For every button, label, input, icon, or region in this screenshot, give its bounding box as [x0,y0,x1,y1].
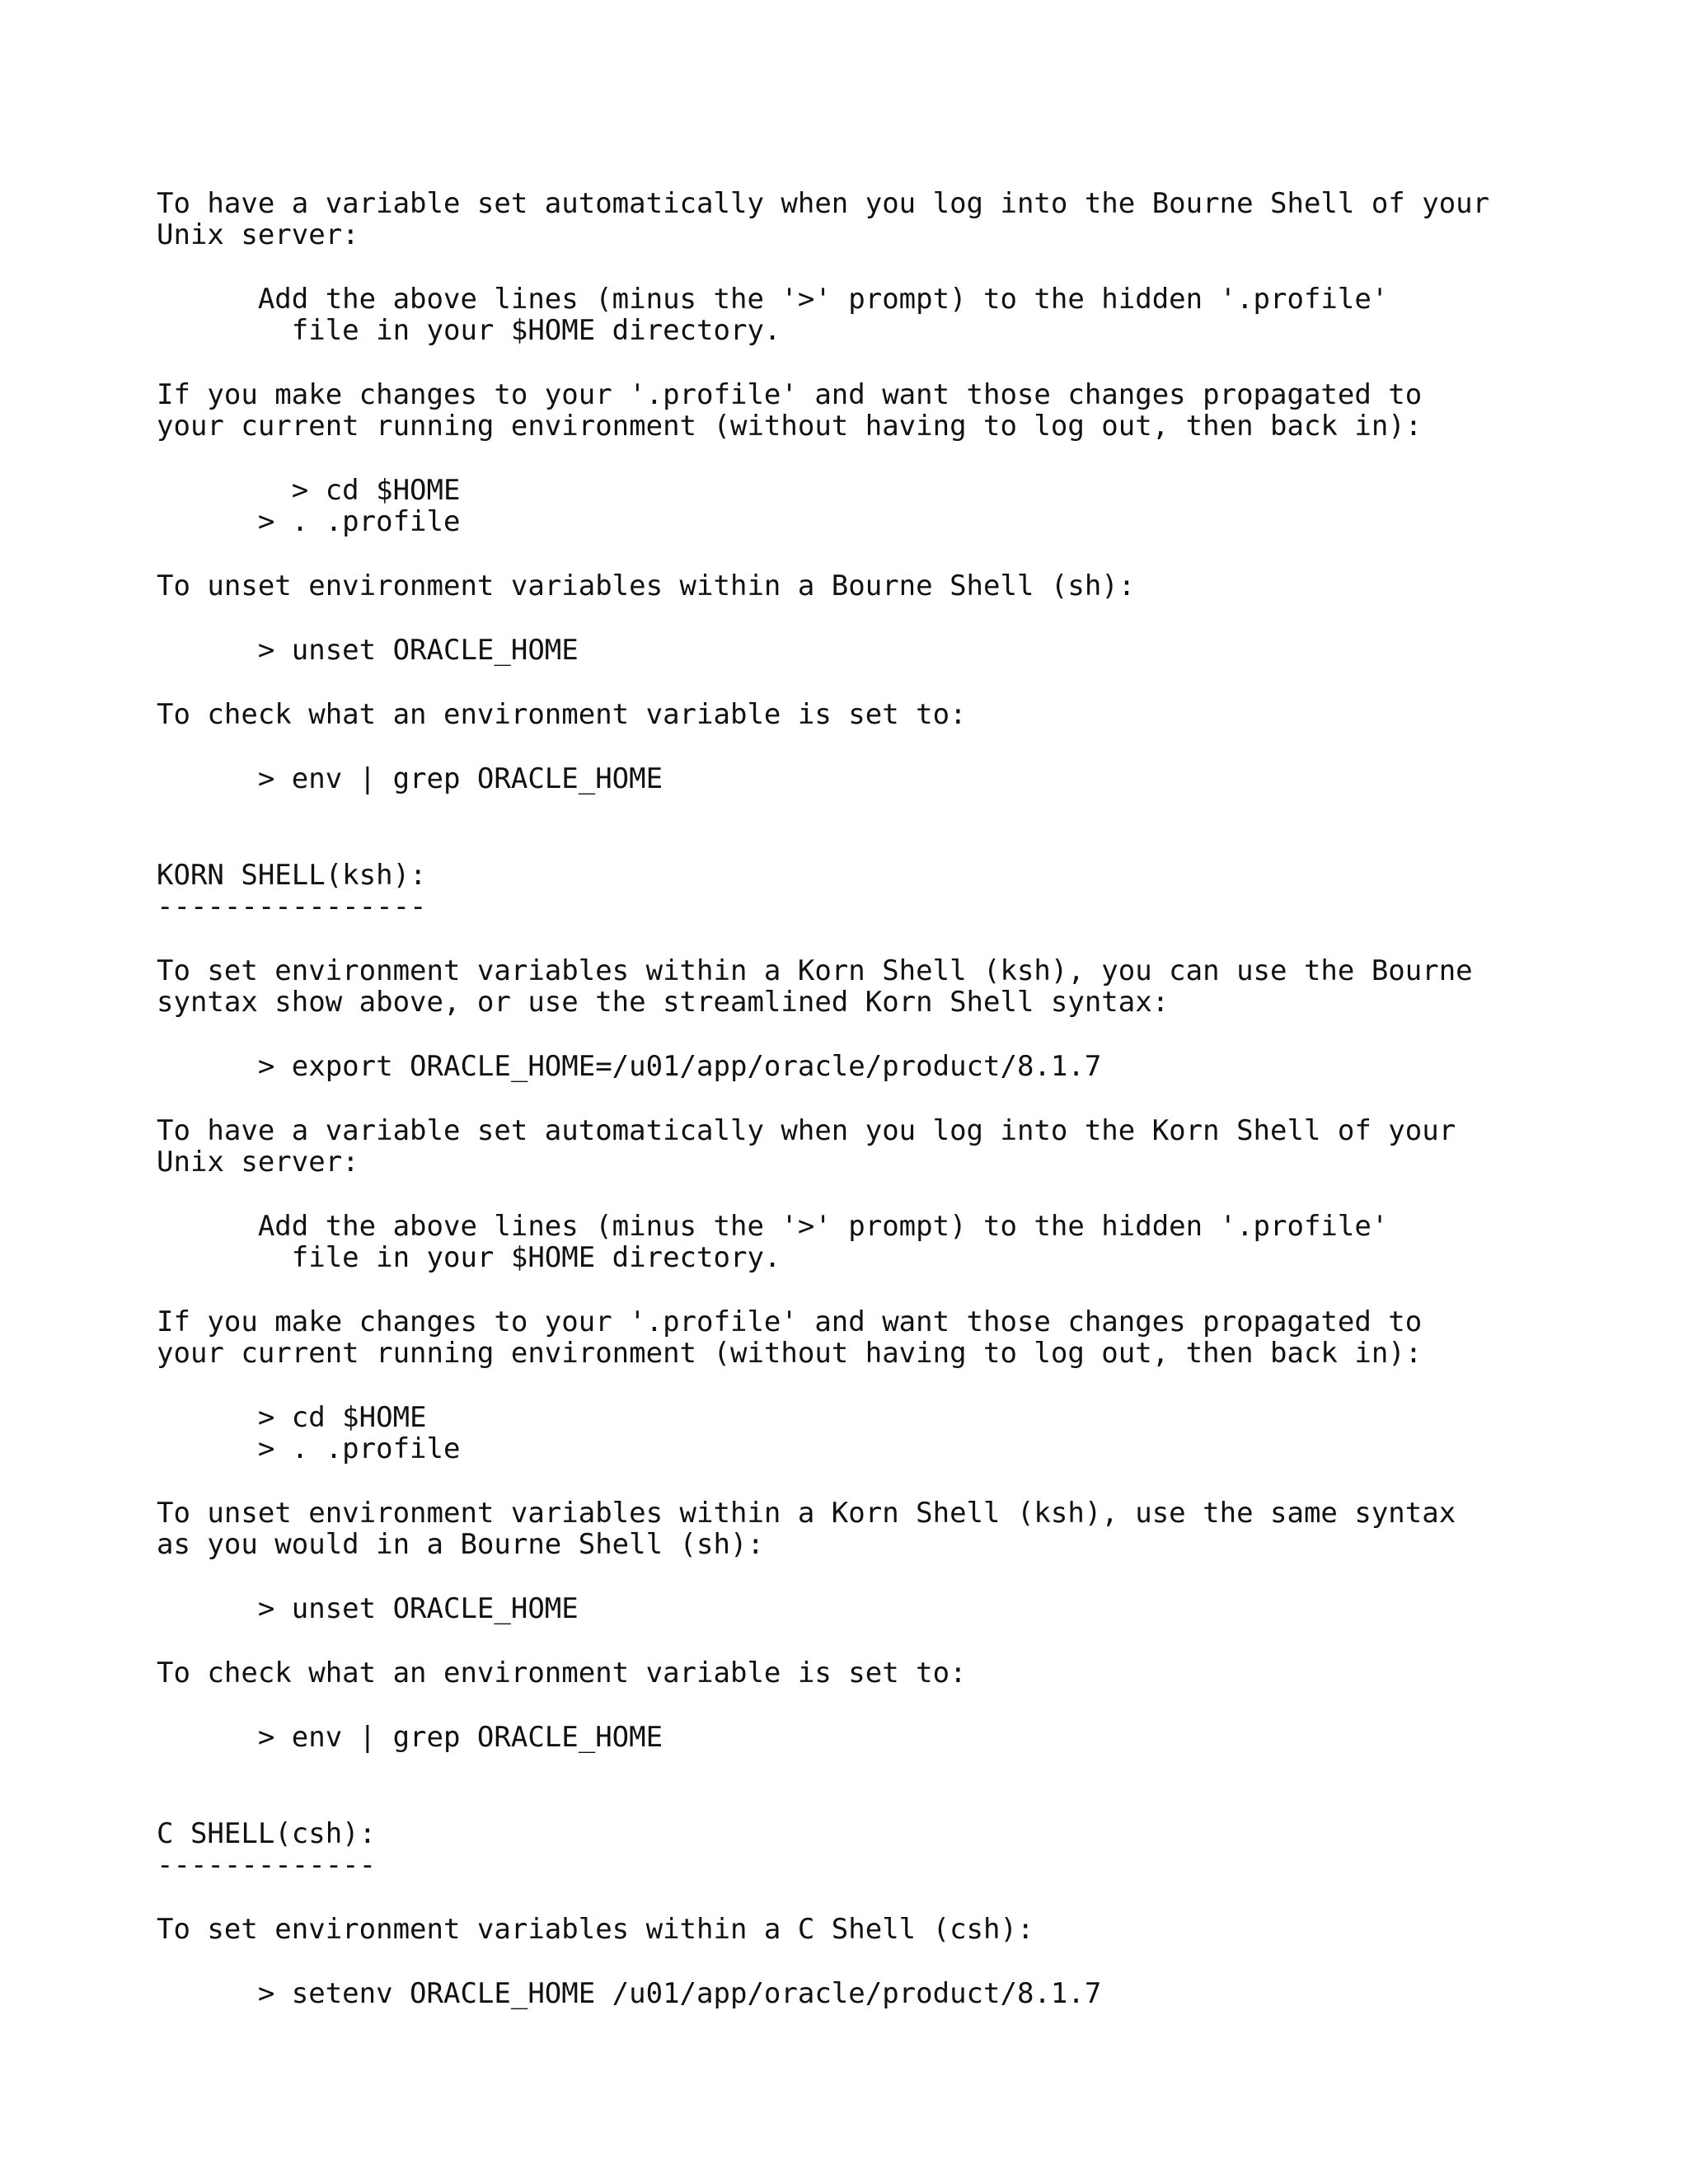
code-line: > unset ORACLE_HOME [157,634,579,667]
text-line: syntax show above, or use the streamlined Korn Shell syntax: [157,986,1170,1019]
text-line: If you make changes to your '.profile' and want those changes propagated to [157,1305,1423,1338]
text-line: Add the above lines (minus the '>' prompt) to the hidden '.profile' [157,283,1389,316]
code-line: > export ORACLE_HOME=/u01/app/oracle/product/8.1.7 [157,1050,1102,1083]
text-line: To check what an environment variable is set to: [157,698,967,731]
text-line: Unix server: [157,218,359,251]
code-line: > env | grep ORACLE_HOME [157,1721,663,1754]
section-underline: ---------------- [157,890,427,923]
text-line: To unset environment variables within a Bourne Shell (sh): [157,569,1136,602]
code-line: > cd $HOME [157,1401,427,1434]
section-heading: KORN SHELL(ksh): [157,859,427,892]
code-line: > env | grep ORACLE_HOME [157,762,663,795]
text-line: your current running environment (without having to log out, then back in): [157,410,1423,443]
code-line: > unset ORACLE_HOME [157,1592,579,1625]
text-line: Add the above lines (minus the '>' prompt) to the hidden '.profile' [157,1210,1389,1243]
text-line: To set environment variables within a Korn Shell (ksh), you can use the Bourne [157,954,1473,987]
code-line: > . .profile [157,505,461,538]
text-line: To have a variable set automatically when you log into the Bourne Shell of your [157,187,1490,220]
text-line: If you make changes to your '.profile' and want those changes propagated to [157,378,1423,411]
code-line: > setenv ORACLE_HOME /u01/app/oracle/product/8.1.7 [157,1977,1102,2010]
text-line: file in your $HOME directory. [157,314,781,347]
text-line: your current running environment (without having to log out, then back in): [157,1337,1423,1370]
text-line: To check what an environment variable is set to: [157,1657,967,1690]
text-line: To have a variable set automatically when you log into the Korn Shell of your [157,1114,1456,1147]
text-line: file in your $HOME directory. [157,1241,781,1274]
code-line: > cd $HOME [157,474,461,507]
text-line: Unix server: [157,1146,359,1179]
text-line: To set environment variables within a C Shell (csh): [157,1913,1034,1946]
text-line: as you would in a Bourne Shell (sh): [157,1528,764,1561]
section-underline: ------------- [157,1849,377,1882]
code-line: > . .profile [157,1432,461,1465]
text-line: To unset environment variables within a Korn Shell (ksh), use the same syntax [157,1497,1456,1530]
section-heading: C SHELL(csh): [157,1817,377,1850]
